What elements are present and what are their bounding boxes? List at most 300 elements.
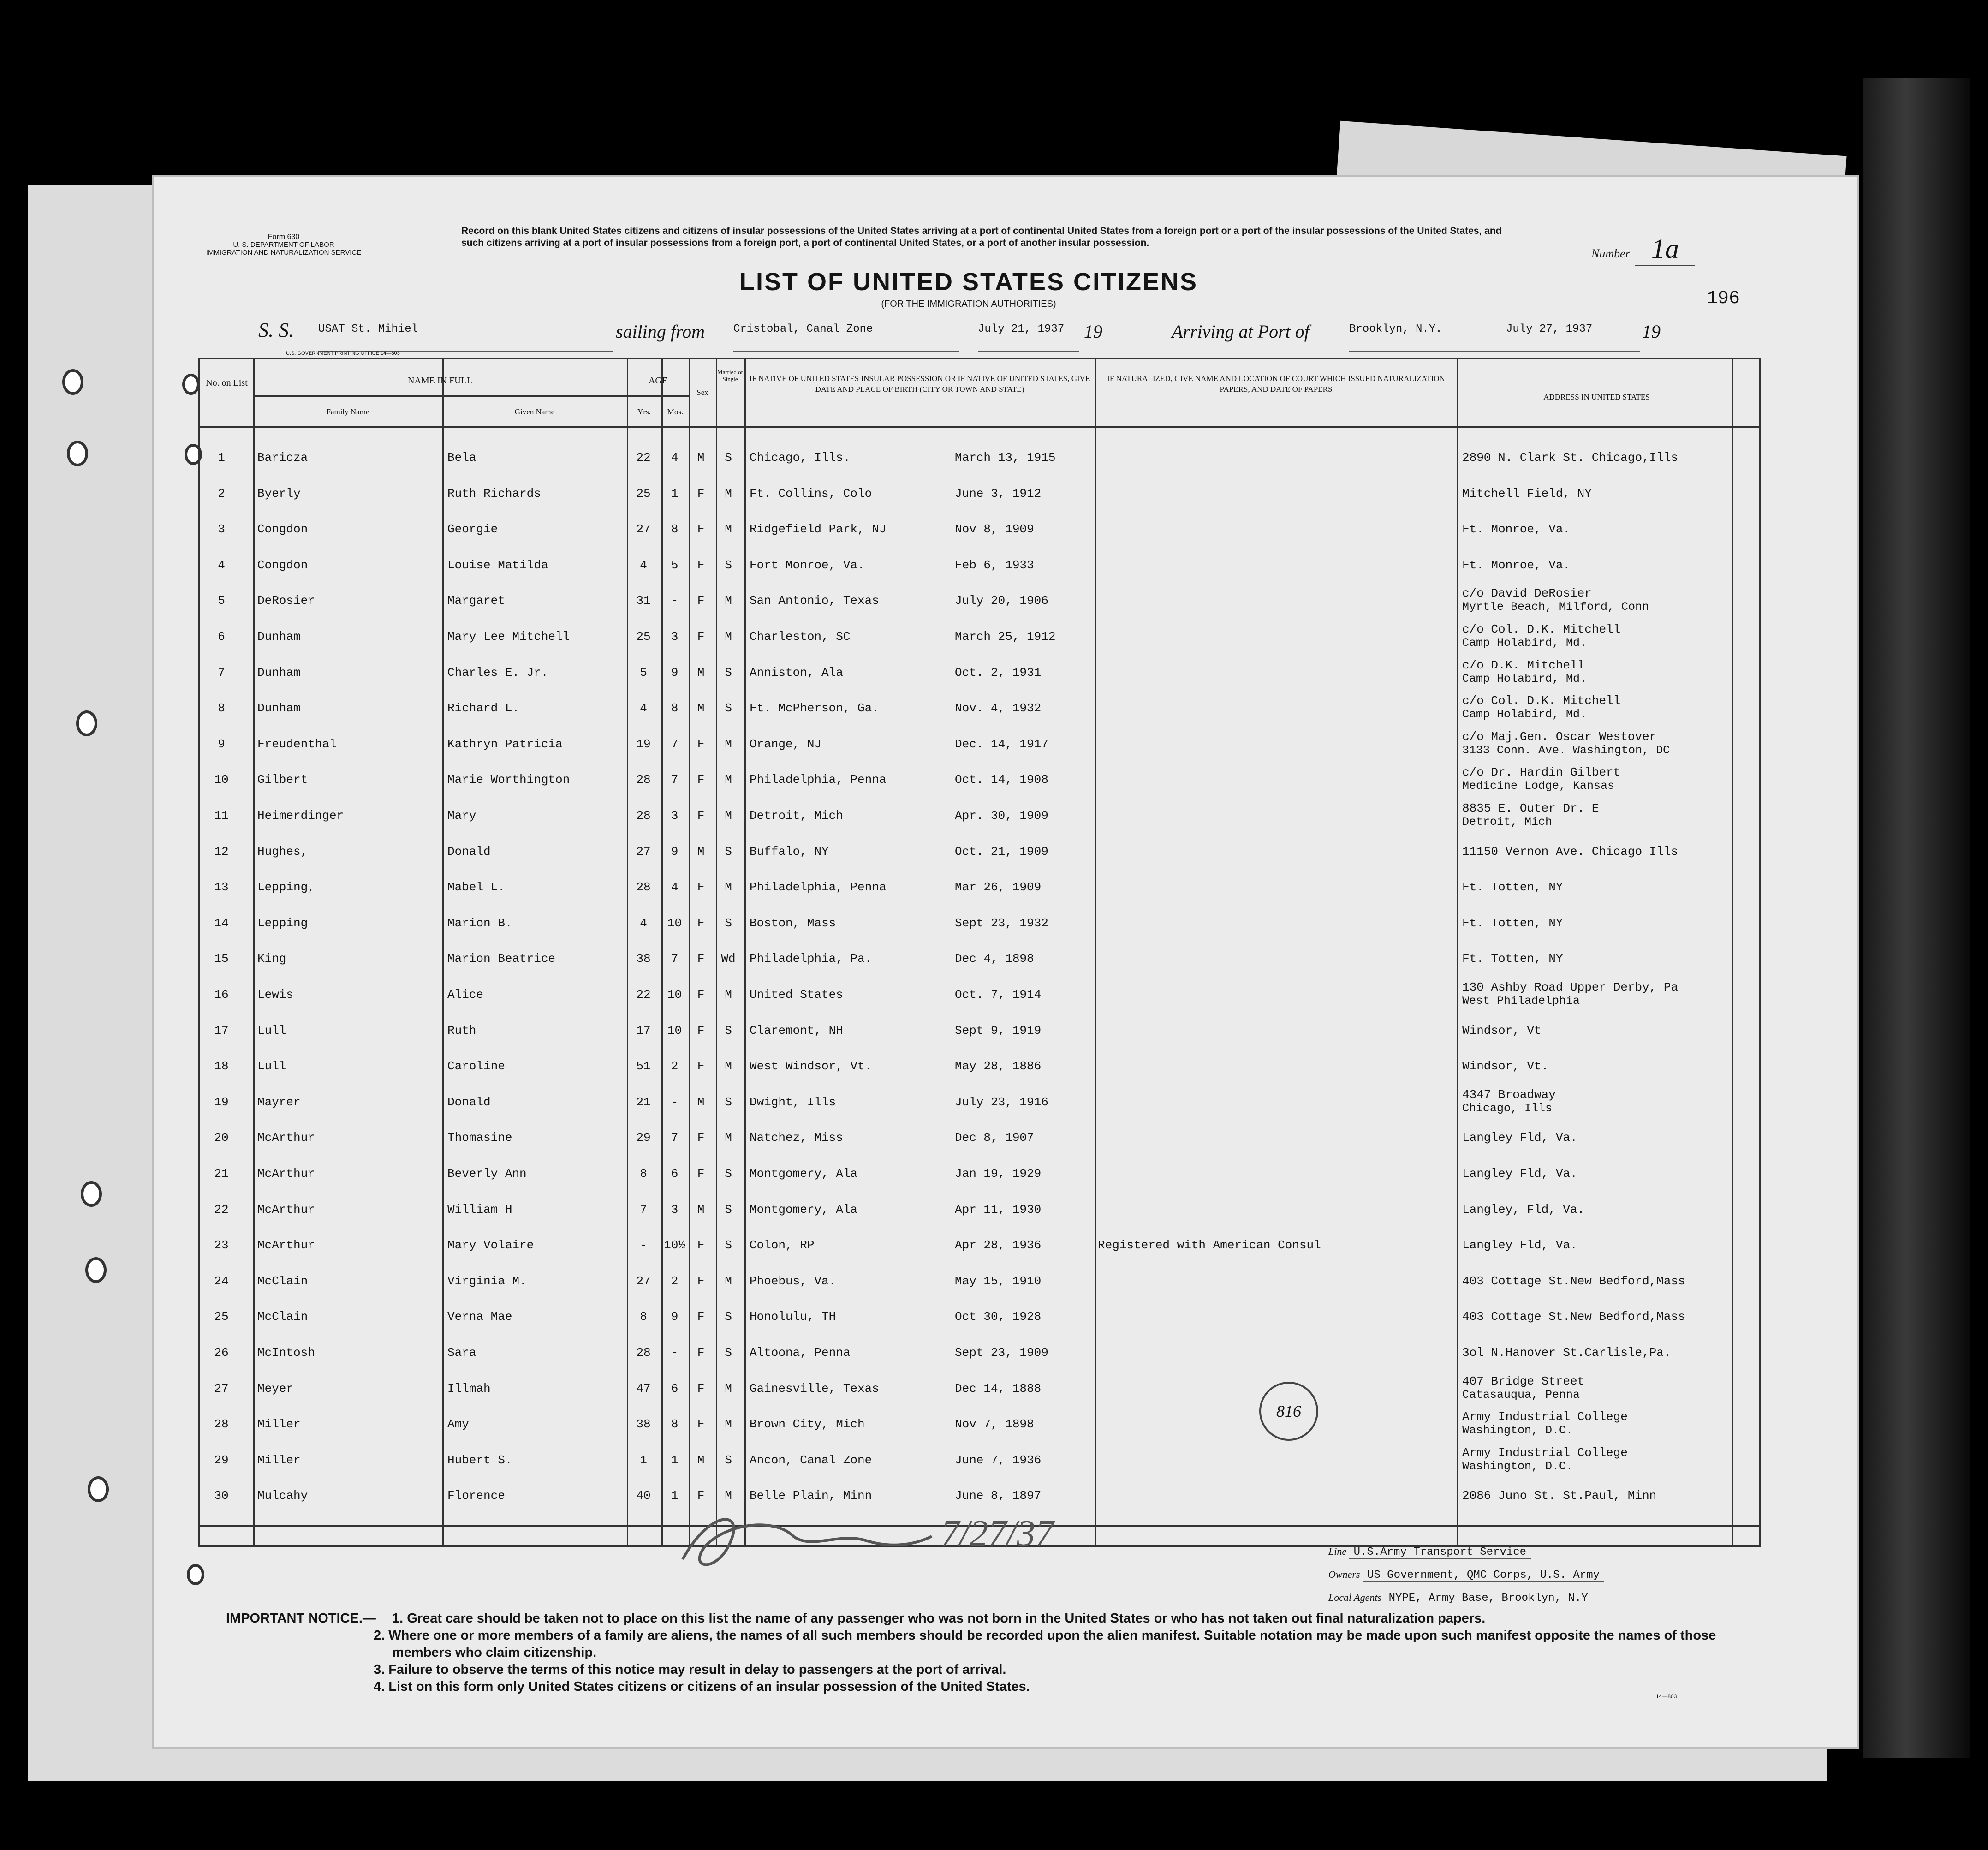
family-name: Dunham [257, 701, 301, 716]
address-line-2: Camp Holabird, Md. [1462, 636, 1587, 650]
birth-date: Nov 7, 1898 [955, 1417, 1034, 1432]
given-name: Mabel L. [447, 880, 505, 895]
given-name: Margaret [447, 594, 505, 608]
address-line-1: 403 Cottage St.New Bedford,Mass [1462, 1310, 1685, 1324]
row-number: 10 [214, 773, 229, 787]
birth-place: Ft. McPherson, Ga. [750, 701, 879, 716]
marital-status: S [725, 1202, 732, 1217]
birth-date: Dec 8, 1907 [955, 1131, 1034, 1145]
family-name: Congdon [257, 522, 308, 537]
age-years: - [640, 1238, 647, 1253]
page-title: LIST OF UNITED STATES CITIZENS [739, 268, 1198, 296]
sex: F [697, 737, 705, 751]
age-years: 4 [640, 558, 647, 572]
age-months: 1 [671, 486, 679, 501]
age-months: 3 [671, 1202, 679, 1217]
marital-status: M [725, 809, 732, 823]
birth-place: Gainesville, Texas [750, 1381, 879, 1396]
address-line-1: Ft. Monroe, Va. [1462, 522, 1571, 537]
address-line-1: Ft. Monroe, Va. [1462, 558, 1571, 572]
agents-label: Local Agents [1328, 1592, 1382, 1603]
age-months: 4 [671, 880, 679, 895]
row-number: 29 [214, 1453, 229, 1467]
birth-place: Claremont, NH [750, 1023, 843, 1038]
table-row [198, 1340, 1757, 1375]
marital-status: M [725, 1059, 732, 1074]
sex: F [697, 1023, 705, 1038]
agents-value: NYPE, Army Base, Brooklyn, N.Y [1384, 1592, 1593, 1605]
table-row [198, 982, 1757, 1017]
family-name: Baricza [257, 451, 308, 465]
sex: F [697, 522, 705, 537]
birth-place: Philadelphia, Penna [750, 773, 887, 787]
sex: F [697, 952, 705, 966]
printing-office: U.S. GOVERNMENT PRINTING OFFICE 14—803 [286, 351, 400, 356]
table-row [198, 875, 1757, 910]
given-name: Mary [447, 809, 476, 823]
birth-place: Montgomery, Ala [750, 1167, 858, 1181]
age-months: 5 [671, 558, 679, 572]
sex: F [697, 1274, 705, 1288]
birth-date: Sept 23, 1932 [955, 916, 1048, 930]
age-months: 8 [671, 701, 679, 716]
age-years: 19 [636, 737, 651, 751]
table-row [198, 1161, 1757, 1196]
punch-hole [76, 710, 97, 736]
age-months: 2 [671, 1274, 679, 1288]
row-number: 20 [214, 1131, 229, 1145]
birth-place: Belle Plain, Minn [750, 1489, 872, 1503]
given-name: Ruth Richards [447, 486, 541, 501]
birth-place: Ft. Collins, Colo [750, 486, 872, 501]
marital-status: M [725, 737, 732, 751]
birth-place: Orange, NJ [750, 737, 822, 751]
binding-edge [1863, 78, 1970, 1758]
age-months: 6 [671, 1167, 679, 1181]
age-years: 27 [636, 522, 651, 537]
age-months: 3 [671, 809, 679, 823]
address-line-1: Army Industrial College [1462, 1410, 1628, 1424]
marital-status: S [725, 1167, 732, 1181]
family-name: McArthur [257, 1131, 315, 1145]
marital-status: Wd [721, 952, 736, 966]
address-line-2: West Philadelphia [1462, 994, 1580, 1008]
birth-place: Montgomery, Ala [750, 1202, 858, 1217]
given-name: Marie Worthington [447, 773, 570, 787]
address-line-2: Medicine Lodge, Kansas [1462, 779, 1615, 793]
year-prefix-2: 19 [1642, 321, 1661, 342]
family-name: Heimerdinger [257, 809, 344, 823]
row-number: 11 [214, 809, 229, 823]
marital-status: S [725, 1023, 732, 1038]
sex: M [697, 451, 705, 465]
family-name: Congdon [257, 558, 308, 572]
address-line-1: Windsor, Vt. [1462, 1059, 1549, 1074]
birth-place: Charleston, SC [750, 630, 851, 644]
birth-place: Philadelphia, Pa. [750, 952, 872, 966]
birth-place: Natchez, Miss [750, 1131, 843, 1145]
row-number: 25 [214, 1310, 229, 1324]
given-name: Mary Volaire [447, 1238, 534, 1253]
given-name: Virginia M. [447, 1274, 527, 1288]
birth-date: Nov. 4, 1932 [955, 701, 1042, 716]
row-number: 2 [218, 486, 225, 501]
table-row [198, 1376, 1757, 1411]
address-line-2: Camp Holabird, Md. [1462, 672, 1587, 686]
marital-status: S [725, 1238, 732, 1253]
marital-status: M [725, 1417, 732, 1432]
row-number: 15 [214, 952, 229, 966]
given-name: Donald [447, 844, 491, 859]
address-line-2: 3133 Conn. Ave. Washington, DC [1462, 743, 1670, 757]
address-line-1: c/o Col. D.K. Mitchell [1462, 622, 1621, 636]
age-years: 28 [636, 1346, 651, 1360]
given-name: Donald [447, 1095, 491, 1109]
service-name: IMMIGRATION AND NATURALIZATION SERVICE [206, 249, 362, 257]
sex: M [697, 1202, 705, 1217]
given-name: Ruth [447, 1023, 476, 1038]
row-number: 16 [214, 988, 229, 1002]
col-yrs: Yrs. [637, 407, 651, 416]
marital-status: M [725, 522, 732, 537]
row-number: 21 [214, 1167, 229, 1181]
age-months: 1 [671, 1489, 679, 1503]
address-line-1: Langley, Fld, Va. [1462, 1202, 1585, 1217]
col-married-single: Married or Single [717, 369, 743, 382]
ship-name: USAT St. Mihiel [318, 323, 613, 352]
punch-hole [67, 441, 88, 466]
owners-label: Owners [1328, 1569, 1360, 1580]
family-name: Miller [257, 1453, 301, 1467]
age-years: 51 [636, 1059, 651, 1074]
family-name: McArthur [257, 1238, 315, 1253]
marital-status: S [725, 701, 732, 716]
age-months: 9 [671, 665, 679, 680]
address-line-1: Ft. Totten, NY [1462, 916, 1563, 930]
age-years: 8 [640, 1167, 647, 1181]
marital-status: M [725, 630, 732, 644]
birth-date: Oct. 21, 1909 [955, 844, 1048, 859]
given-name: Verna Mae [447, 1310, 512, 1324]
col-age: AGE [648, 376, 668, 386]
age-years: 38 [636, 952, 651, 966]
marital-status: S [725, 1453, 732, 1467]
row-number: 13 [214, 880, 229, 895]
sex: F [697, 1238, 705, 1253]
col-sex: Sex [696, 388, 708, 397]
birth-place: Boston, Mass [750, 916, 836, 930]
age-years: 28 [636, 809, 651, 823]
age-months: 10 [667, 988, 682, 1002]
family-name: Lepping, [257, 880, 315, 895]
row-number: 19 [214, 1095, 229, 1109]
age-months: - [671, 594, 679, 608]
birth-place: Buffalo, NY [750, 844, 829, 859]
family-name: McIntosh [257, 1346, 315, 1360]
sex: M [697, 665, 705, 680]
address-line-1: Langley Fld, Va. [1462, 1131, 1577, 1145]
address-line-2: Washington, D.C. [1462, 1424, 1573, 1438]
sex: F [697, 558, 705, 572]
birth-place: Detroit, Mich [750, 809, 843, 823]
row-number: 6 [218, 630, 225, 644]
punch-hole [62, 369, 83, 395]
age-years: 5 [640, 665, 647, 680]
birth-date: Dec 14, 1888 [955, 1381, 1042, 1396]
birth-place: Dwight, Ills [750, 1095, 836, 1109]
birth-date: Nov 8, 1909 [955, 522, 1034, 537]
marital-status: M [725, 1274, 732, 1288]
age-years: 28 [636, 880, 651, 895]
table-row [198, 624, 1757, 659]
birth-place: Brown City, Mich [750, 1417, 865, 1432]
given-name: Bela [447, 451, 476, 465]
table-row [198, 445, 1757, 480]
address-line-2: Catasauqua, Penna [1462, 1388, 1580, 1402]
sex: F [697, 1381, 705, 1396]
age-months: 8 [671, 1417, 679, 1432]
birth-date: Mar 26, 1909 [955, 880, 1042, 895]
address-line-1: 8835 E. Outer Dr. E [1462, 801, 1599, 815]
table-row [198, 1412, 1757, 1447]
family-name: Lull [257, 1059, 286, 1074]
address-line-1: c/o D.K. Mitchell [1462, 658, 1585, 672]
important-notice [226, 1610, 1748, 1695]
birth-date: Dec 4, 1898 [955, 952, 1034, 966]
family-name: Lewis [257, 988, 294, 1002]
page-subtitle: (FOR THE IMMIGRATION AUTHORITIES) [881, 299, 1056, 309]
age-years: 7 [640, 1202, 647, 1217]
age-years: 28 [636, 773, 651, 787]
sex: F [697, 630, 705, 644]
row-number: 17 [214, 1023, 229, 1038]
signature-date: 7/27/37 [941, 1513, 1054, 1554]
table-row [198, 1233, 1757, 1268]
given-name: Marion B. [447, 916, 512, 930]
family-name: McArthur [257, 1167, 315, 1181]
table-row [198, 1018, 1757, 1053]
notice-item-4: 4. List on this form only United States citizens or citizens of an insular possession of the United States. [374, 1679, 1030, 1694]
family-name: DeRosier [257, 594, 315, 608]
table-row [198, 839, 1757, 874]
table-row [198, 1269, 1757, 1304]
punch-hole [85, 1257, 107, 1283]
given-name: Sara [447, 1346, 476, 1360]
age-years: 47 [636, 1381, 651, 1396]
given-name: Thomasine [447, 1131, 512, 1145]
birth-place: Ancon, Canal Zone [750, 1453, 872, 1467]
line-row [1328, 1546, 1531, 1558]
table-row [198, 767, 1757, 802]
row-number: 24 [214, 1274, 229, 1288]
table-row [198, 946, 1757, 981]
birth-place: Ridgefield Park, NJ [750, 522, 887, 537]
row-number: 1 [218, 451, 225, 465]
age-years: 29 [636, 1131, 651, 1145]
sex: M [697, 701, 705, 716]
age-years: 38 [636, 1417, 651, 1432]
marital-status: M [725, 880, 732, 895]
notice-label: IMPORTANT NOTICE.— [226, 1611, 376, 1626]
family-name: Lepping [257, 916, 308, 930]
marital-status: M [725, 486, 732, 501]
birth-place: Phoebus, Va. [750, 1274, 836, 1288]
owners-value: US Government, QMC Corps, U.S. Army [1363, 1569, 1604, 1582]
marital-status: S [725, 844, 732, 859]
address-line-1: c/o David DeRosier [1462, 586, 1592, 601]
birth-place: San Antonio, Texas [750, 594, 879, 608]
given-name: Amy [447, 1417, 469, 1432]
family-name: Mayrer [257, 1095, 301, 1109]
age-years: 8 [640, 1310, 647, 1324]
col-birth: IF NATIVE OF UNITED STATES INSULAR POSSESSION OR IF NATIVE OF UNITED STATES, GIVE DATE AND PLACE OF BIRTH (CITY OR TOWN AND STATE) [749, 374, 1090, 394]
marital-status: S [725, 665, 732, 680]
given-name: Charles E. Jr. [447, 665, 548, 680]
row-number: 28 [214, 1417, 229, 1432]
line-label: Line [1328, 1546, 1347, 1557]
col-naturalized: IF NATURALIZED, GIVE NAME AND LOCATION OF COURT WHICH ISSUED NATURALIZATION PAPERS, AND DATE OF PAPERS [1107, 374, 1445, 394]
row-number: 23 [214, 1238, 229, 1253]
birth-date: March 13, 1915 [955, 451, 1056, 465]
col-given-name: Given Name [514, 407, 555, 416]
given-name: Caroline [447, 1059, 505, 1074]
birth-place: United States [750, 988, 843, 1002]
given-name: Mary Lee Mitchell [447, 630, 570, 644]
age-months: 10 [667, 916, 682, 930]
row-number: 27 [214, 1381, 229, 1396]
age-months: 1 [671, 1453, 679, 1467]
given-name: Georgie [447, 522, 498, 537]
address-line-1: 130 Ashby Road Upper Derby, Pa [1462, 980, 1678, 994]
given-name: Kathryn Patricia [447, 737, 563, 751]
punch-hole [182, 374, 200, 395]
table-row [198, 517, 1757, 552]
address-line-1: Ft. Totten, NY [1462, 952, 1563, 966]
sex: F [697, 1346, 705, 1360]
age-months: 9 [671, 844, 679, 859]
row-number: 3 [218, 522, 225, 537]
address-line-1: Mitchell Field, NY [1462, 486, 1592, 501]
age-years: 25 [636, 486, 651, 501]
sex: M [697, 1453, 705, 1467]
table-row [198, 1304, 1757, 1339]
given-name: Hubert S. [447, 1453, 512, 1467]
birth-date: Apr 11, 1930 [955, 1202, 1042, 1217]
birth-place: Philadelphia, Penna [750, 880, 887, 895]
age-months: 10 [667, 1023, 682, 1038]
row-number: 18 [214, 1059, 229, 1074]
page-stamp: 196 [1707, 288, 1740, 309]
birth-date: Oct. 2, 1931 [955, 665, 1042, 680]
birth-date: Dec. 14, 1917 [955, 737, 1048, 751]
row-number: 12 [214, 844, 229, 859]
marital-status: M [725, 1489, 732, 1503]
birth-date: Apr. 30, 1909 [955, 809, 1048, 823]
footer-code: 14—803 [1656, 1693, 1677, 1700]
birth-date: June 3, 1912 [955, 486, 1042, 501]
marital-status: S [725, 451, 732, 465]
age-months: 4 [671, 451, 679, 465]
circle-stamp: 816 [1259, 1382, 1318, 1441]
table-row [198, 803, 1757, 838]
birth-place: Colon, RP [750, 1238, 815, 1253]
birth-date: Oct. 14, 1908 [955, 773, 1048, 787]
table-row [198, 729, 1757, 767]
birth-date: Oct 30, 1928 [955, 1310, 1042, 1324]
age-years: 1 [640, 1453, 647, 1467]
row-number: 30 [214, 1489, 229, 1503]
number-value: 1a [1635, 233, 1695, 266]
agents-row [1328, 1592, 1593, 1605]
birth-date: Sept 9, 1919 [955, 1023, 1042, 1038]
sex: F [697, 1310, 705, 1324]
marital-status: M [725, 773, 732, 787]
birth-date: Oct. 7, 1914 [955, 988, 1042, 1002]
owners-row [1328, 1569, 1604, 1581]
age-years: 25 [636, 630, 651, 644]
row-number: 4 [218, 558, 225, 572]
table-row [198, 1125, 1757, 1160]
family-name: McClain [257, 1310, 308, 1324]
age-years: 4 [640, 916, 647, 930]
age-months: 2 [671, 1059, 679, 1074]
row-number: 8 [218, 701, 225, 716]
sex: F [697, 880, 705, 895]
address-line-1: Langley Fld, Va. [1462, 1167, 1577, 1181]
line-value: U.S.Army Transport Service [1349, 1546, 1531, 1559]
punch-hole [81, 1181, 102, 1207]
address-line-2: Myrtle Beach, Milford, Conn [1462, 600, 1649, 614]
sex: F [697, 1059, 705, 1074]
marital-status: M [725, 988, 732, 1002]
given-name: Florence [447, 1489, 505, 1503]
table-row [198, 1054, 1757, 1089]
marital-status: M [725, 1131, 732, 1145]
address-line-1: 2890 N. Clark St. Chicago,Ills [1462, 451, 1678, 465]
signature [673, 1490, 1135, 1587]
sex: F [697, 1167, 705, 1181]
birth-date: May 15, 1910 [955, 1274, 1042, 1288]
birth-date: May 28, 1886 [955, 1059, 1042, 1074]
row-number: 7 [218, 665, 225, 680]
birth-place: Altoona, Penna [750, 1346, 851, 1360]
age-years: 40 [636, 1489, 651, 1503]
family-name: Miller [257, 1417, 301, 1432]
notice-item-2: 2. Where one or more members of a family are aliens, the names of all such members should be recorded upon the alien manifest. Suitable notation may be made upon such manifest opposite the names of those members who claim citizenship. [374, 1628, 1716, 1660]
marital-status: M [725, 1381, 732, 1396]
family-name: Dunham [257, 630, 301, 644]
birth-place: West Windsor, Vt. [750, 1059, 872, 1074]
address-line-1: 4347 Broadway [1462, 1087, 1556, 1102]
address-line-1: c/o Dr. Hardin Gilbert [1462, 765, 1621, 780]
table-row [198, 481, 1757, 516]
address-line-1: Windsor, Vt [1462, 1023, 1542, 1038]
given-name: Louise Matilda [447, 558, 548, 572]
given-name: Richard L. [447, 701, 520, 716]
age-months: 7 [671, 737, 679, 751]
age-months: 10½ [664, 1238, 685, 1253]
notice-item-3: 3. Failure to observe the terms of this notice may result in delay to passengers at the port of arrival. [374, 1662, 1006, 1677]
age-months: 7 [671, 952, 679, 966]
table-row [198, 911, 1757, 946]
marital-status: S [725, 558, 732, 572]
family-name: Meyer [257, 1381, 294, 1396]
address-line-1: c/o Maj.Gen. Oscar Westover [1462, 729, 1657, 744]
address-line-2: Camp Holabird, Md. [1462, 708, 1587, 722]
row-number: 5 [218, 594, 225, 608]
row-number: 9 [218, 737, 225, 751]
birth-place: Fort Monroe, Va. [750, 558, 865, 572]
